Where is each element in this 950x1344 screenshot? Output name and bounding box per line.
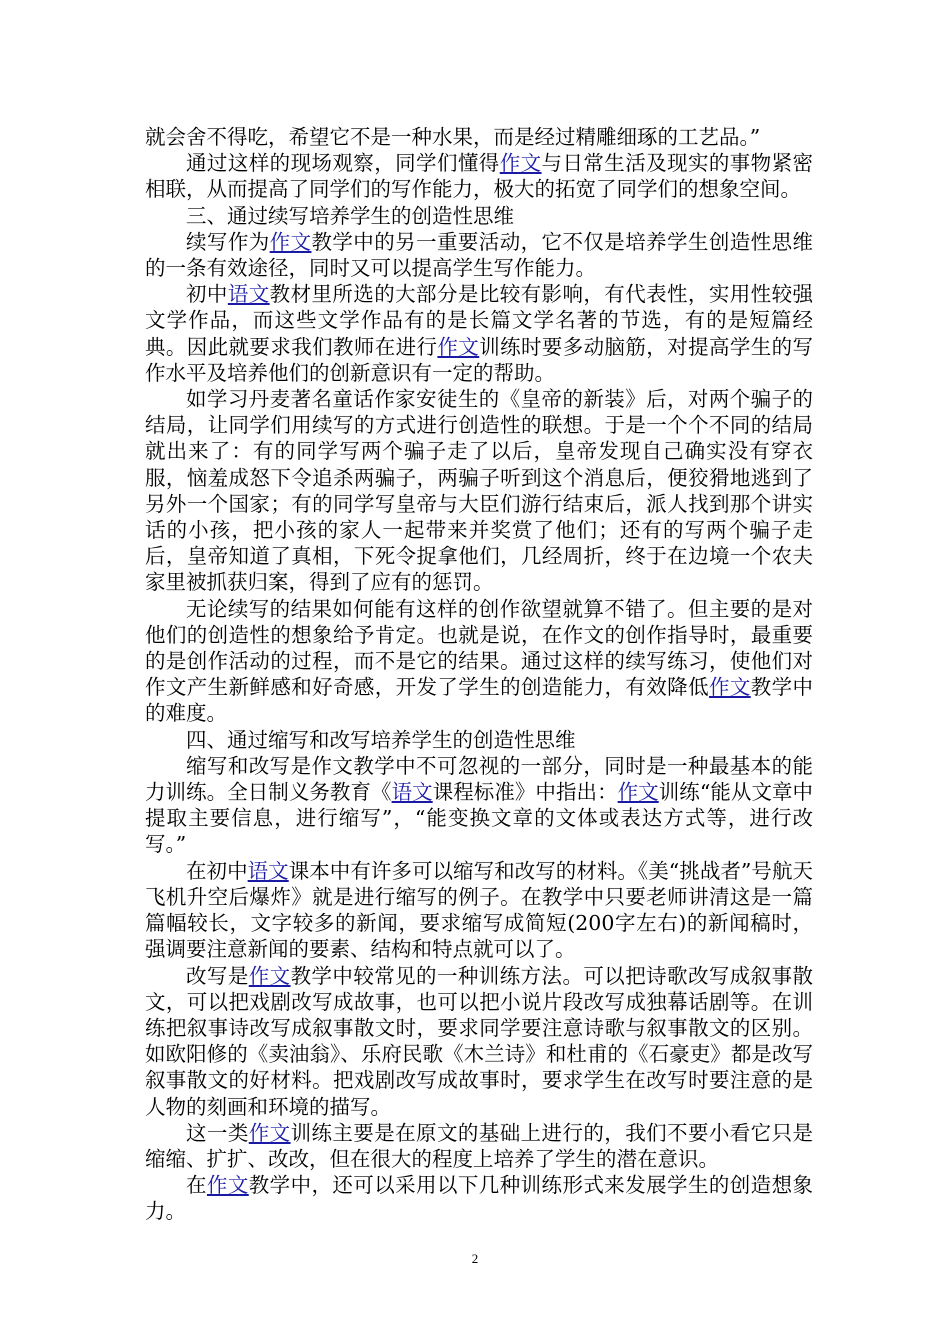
text-run: 教学中的另一重要活动，它不仅是培养学生创造性思维的一条有效途径，同时又可以提高学生写作能力。 xyxy=(145,229,814,281)
keyword-link[interactable]: 作文 xyxy=(499,151,542,176)
paragraph xyxy=(145,858,813,963)
text-run: 教学中的难度。 xyxy=(145,675,814,726)
text-run: 四、通过缩写和改写培养学生的创造性思维 xyxy=(186,727,576,752)
text-run: 在 xyxy=(186,1173,207,1198)
paragraph xyxy=(145,124,813,150)
paragraph xyxy=(145,386,813,596)
keyword-link[interactable]: 作文 xyxy=(248,1120,291,1145)
keyword-link[interactable]: 语文 xyxy=(227,282,270,307)
section-heading xyxy=(145,203,813,229)
text-run: 缩写和改写是作文教学中不可忽视的一部分，同时是一种最基本的能力训练。全日制义务教育《 xyxy=(145,753,813,805)
keyword-link[interactable]: 语文 xyxy=(391,780,433,805)
document-body xyxy=(145,124,813,1225)
text-run: 就会舍不得吃，希望它不是一种水果，而是经过精雕细琢的工艺品。” xyxy=(145,125,761,149)
paragraph xyxy=(145,753,813,858)
text-run: 三、通过续写培养学生的创造性思维 xyxy=(186,203,514,228)
paragraph xyxy=(145,1172,813,1224)
text-run: 在初中 xyxy=(186,858,248,883)
text-run: 改写是 xyxy=(186,963,249,988)
text-run: 教学中，还可以采用以下几种训练形式来发展学生的创造想象力。 xyxy=(145,1173,814,1224)
keyword-link[interactable]: 作文 xyxy=(248,963,291,988)
keyword-link[interactable]: 作文 xyxy=(437,334,480,359)
paragraph xyxy=(145,229,813,281)
page-number: 2 xyxy=(471,1251,479,1266)
text-run: 课本中有许多可以缩写和改写的材料。《美“挑战者”号航天飞机升空后爆炸》就是进行缩写的例子。在教学中只要老师讲清这是一篇篇幅较长，文字较多的新闻，要求缩写成简短(200字左右)的新闻稿时，强调要注意新闻的要素、结构和特点就可以了。 xyxy=(145,858,814,962)
text-run: 通过这样的现场观察，同学们懂得 xyxy=(186,151,500,176)
paragraph xyxy=(145,596,813,727)
keyword-link[interactable]: 作文 xyxy=(617,780,659,805)
paragraph xyxy=(145,150,813,202)
keyword-link[interactable]: 作文 xyxy=(269,229,312,254)
text-run: 训练主要是在原文的基础上进行的，我们不要小看它只是缩缩、扩扩、改改，但在很大的程度上培养了学生的潜在意识。 xyxy=(145,1120,814,1171)
paragraph xyxy=(145,1120,813,1172)
text-run: 续写作为 xyxy=(186,229,270,254)
paragraph xyxy=(145,963,813,1120)
text-run: 教材里所选的大部分是比较有影响，有代表性，实用性较强文学作品，而这些文学作品有的是长篇文学名著的节选，有的是短篇经典。因此就要求我们教师在进行 xyxy=(145,282,813,359)
text-run: 教学中较常见的一种训练方法。可以把诗歌改写成叙事散文，可以把戏剧改写成故事，也可以把小说片段改写成独幕话剧等。在训练把叙事诗改写成叙事散文时，要求同学要注意诗歌与叙事散文的区别。如欧阳修的《卖油翁》、乐府民歌《木兰诗》和杜甫的《石豪吏》都是改写叙事散文的好材料。把戏剧改写成故事时，要求学生在改写时要注意的是人物的刻画和环境的描写。 xyxy=(145,963,814,1119)
keyword-link[interactable]: 作文 xyxy=(206,1173,249,1198)
text-run: 课程标准》中指出： xyxy=(432,780,618,805)
text-run: 训练时要多动脑筋，对提高学生的写作水平及培养他们的创新意识有一定的帮助。 xyxy=(145,334,814,385)
keyword-link[interactable]: 作文 xyxy=(708,675,751,700)
section-heading xyxy=(145,727,813,753)
paragraph xyxy=(145,281,813,386)
text-run: 与日常生活及现实的事物紧密相联，从而提高了同学们的写作能力，极大的拓宽了同学们的想象空间。 xyxy=(145,151,814,202)
keyword-link[interactable]: 语文 xyxy=(247,858,289,883)
text-run: 无论续写的结果如何能有这样的创作欲望就算不错了。但主要的是对他们的创造性的想象给予肯定。也就是说，在作文的创作指导时，最重要的是创作活动的过程，而不是它的结果。通过这样的续写练习，使他们对作文产生新鲜感和好奇感，开发了学生的创造能力，有效降低 xyxy=(145,596,813,700)
text-run: 初中 xyxy=(186,282,228,307)
text-run: 训练“能从文章中提取主要信息，进行缩写”，“能变换文章的文体或表达方式等，进行改写。” xyxy=(145,780,814,857)
text-run: 如学习丹麦著名童话作家安徒生的《皇帝的新装》后，对两个骗子的结局，让同学们用续写的方式进行创造性的联想。于是一个个不同的结局就出来了：有的同学写两个骗子走了以后，皇帝发现自己确实没有穿衣服，恼羞成怒下令追杀两骗子，两骗子听到这个消息后，便狡猾地逃到了另外一个国家；有的同学写皇帝与大臣们游行结束后，派人找到那个讲实话的小孩，把小孩的家人一起带来并奖赏了他们；还有的写两个骗子走后，皇帝知道了真相，下死令捉拿他们，几经周折，终于在边境一个农夫家里被抓获归案，得到了应有的惩罚。 xyxy=(145,387,813,595)
text-run: 这一类 xyxy=(186,1120,249,1145)
